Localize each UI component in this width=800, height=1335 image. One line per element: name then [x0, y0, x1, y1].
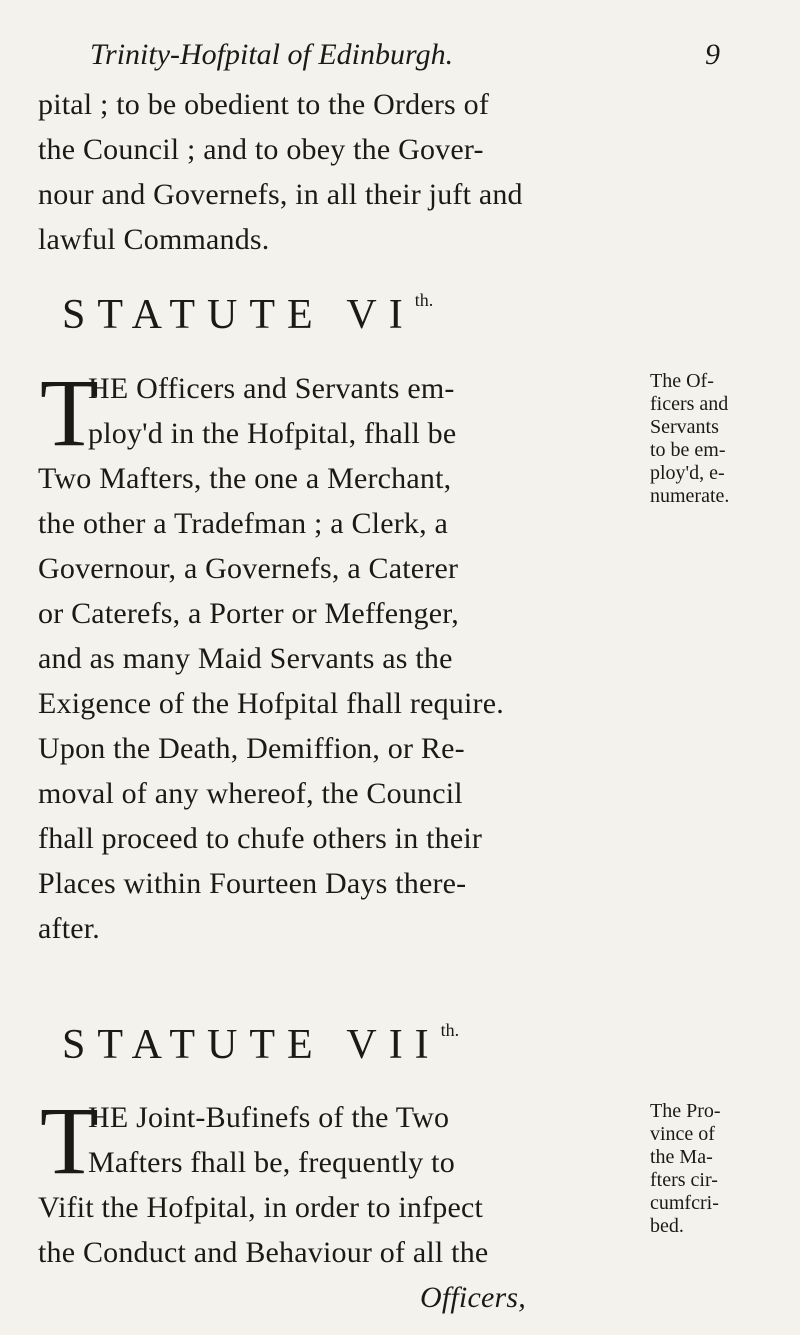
margin-note-line: Servants: [650, 416, 719, 438]
text-line: Upon the Death, Demiffion, or Re-: [38, 732, 465, 765]
margin-note-line: to be em-: [650, 439, 726, 461]
margin-note-line: ploy'd, e-: [650, 462, 725, 484]
statute-body: [88, 366, 648, 456]
text-line: ploy'd in the Hofpital, fhall be: [88, 417, 457, 450]
margin-note-line: The Pro-: [650, 1100, 721, 1122]
text-line: lawful Commands.: [38, 223, 270, 256]
margin-note: [650, 1100, 785, 1238]
catchword-text: Officers,: [420, 1281, 526, 1314]
text-line: fhall proceed to chufe others in their: [38, 822, 483, 855]
text-line: moval of any whereof, the Council: [38, 777, 463, 810]
statute-heading: [62, 1020, 459, 1069]
margin-note-line: The Of-: [650, 370, 714, 392]
text-line: Governour, a Governefs, a Caterer: [38, 552, 459, 585]
text-line: Exigence of the Hofpital fhall require.: [38, 687, 504, 720]
text-line: Two Mafters, the one a Merchant,: [38, 462, 452, 495]
text-line: HE Officers and Servants em-: [88, 372, 455, 405]
statute-heading-text: STATUTE VII: [62, 1022, 441, 1068]
running-title: Trinity-Hofpital of Edinburgh.: [90, 38, 454, 71]
text-line: Places within Fourteen Days there-: [38, 867, 467, 900]
statute-body: [38, 456, 598, 951]
text-line: nour and Governefs, in all their juft and: [38, 178, 523, 211]
text-line: pital ; to be obedient to the Orders of: [38, 88, 490, 121]
margin-note-line: the Ma-: [650, 1146, 713, 1168]
text-line: HE Joint-Bufinefs of the Two: [88, 1101, 450, 1134]
text-line: after.: [38, 912, 100, 945]
statute-heading-text: STATUTE VI: [62, 292, 415, 338]
page-number: 9: [705, 38, 720, 71]
text-line: the Council ; and to obey the Gover-: [38, 133, 484, 166]
catchword: [420, 1275, 620, 1320]
statute-body: [38, 1185, 598, 1275]
drop-capital: T: [40, 1087, 99, 1194]
text-line: the Conduct and Behaviour of all the: [38, 1236, 489, 1269]
margin-note-line: bed.: [650, 1215, 684, 1237]
margin-note-line: numerate.: [650, 485, 730, 507]
drop-capital: T: [40, 359, 99, 466]
margin-note-line: fters cir-: [650, 1169, 718, 1191]
margin-note-line: cumfcri-: [650, 1192, 719, 1214]
statute-body: [88, 1095, 648, 1185]
statute-heading: [62, 290, 433, 339]
paragraph-continuation: [38, 82, 598, 262]
heading-superscript: th.: [414, 290, 434, 310]
heading-superscript: th.: [440, 1020, 460, 1040]
text-line: Mafters fhall be, frequently to: [88, 1146, 455, 1179]
text-line: Vifit the Hofpital, in order to infpect: [38, 1191, 484, 1224]
text-line: the other a Tradefman ; a Clerk, a: [38, 507, 449, 540]
text-line: or Caterefs, a Porter or Meffenger,: [38, 597, 459, 630]
margin-note: [650, 370, 785, 508]
text-line: and as many Maid Servants as the: [38, 642, 453, 675]
margin-note-line: vince of: [650, 1123, 715, 1145]
margin-note-line: ficers and: [650, 393, 729, 415]
